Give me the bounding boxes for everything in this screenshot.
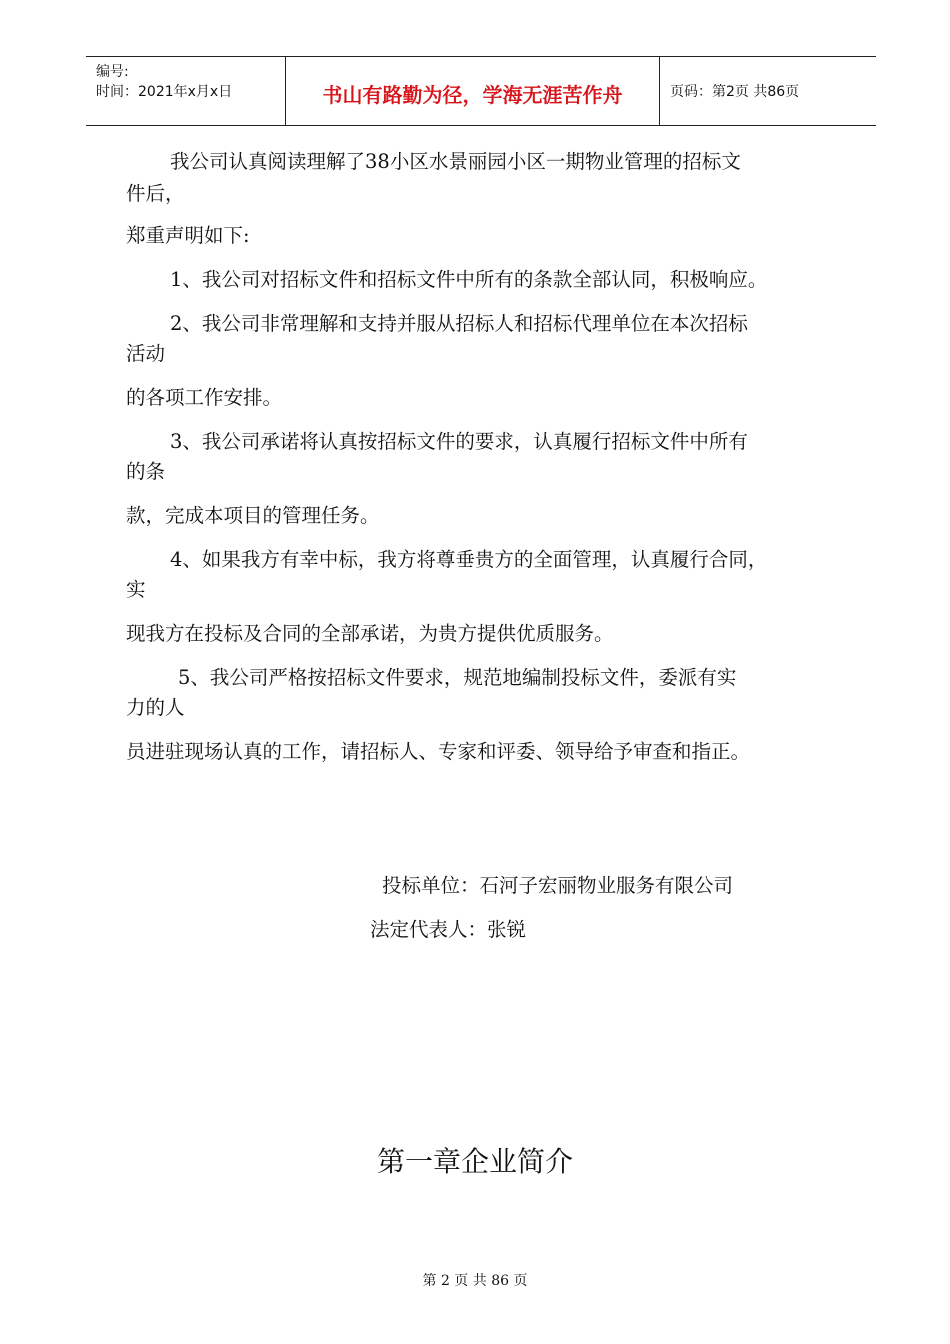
item-4-line-3: 现我方在投标及合同的全部承诺，为贵方提供优质服务。 xyxy=(126,622,614,645)
item-2-line-3: 的各项工作安排。 xyxy=(126,386,283,409)
item-5-line-2: 力的人 xyxy=(126,696,185,719)
header-meta-cell xyxy=(86,57,286,125)
item-1: 1、我公司对招标文件和招标文件中所有的条款全部认同，积极响应。 xyxy=(170,268,768,291)
item-3-line-1: 3、我公司承诺将认真按招标文件的要求，认真履行招标文件中所有 xyxy=(170,430,748,453)
number-label: 编号: xyxy=(96,64,129,80)
item-3-line-2: 的条 xyxy=(126,460,166,483)
item-2-line-1: 2、我公司非常理解和支持并服从招标人和招标代理单位在本次招标 xyxy=(170,312,748,335)
representative-line: 法定代表人：张锐 xyxy=(370,918,527,941)
header-motto-cell xyxy=(286,57,660,125)
declare-line: 郑重声明如下: xyxy=(126,224,250,247)
bidder-line: 投标单位：石河子宏丽物业服务有限公司 xyxy=(382,874,734,897)
page-info: 页码：第2页 共86页 xyxy=(670,84,800,100)
motto: 书山有路勤为径，学海无涯苦作舟 xyxy=(322,83,623,107)
item-5-line-3: 员进驻现场认真的工作，请招标人、专家和评委、领导给予审查和指正。 xyxy=(126,740,751,763)
intro-line-1: 我公司认真阅读理解了38小区水景丽园小区一期物业管理的招标文 xyxy=(170,150,741,173)
intro-line-2: 件后， xyxy=(126,182,185,205)
time-label: 时间：2021年x月x日 xyxy=(96,84,233,100)
page-header xyxy=(86,56,876,126)
item-3-line-3: 款，完成本项目的管理任务。 xyxy=(126,504,380,527)
page-footer: 第 2 页 共 86 页 xyxy=(422,1273,528,1289)
item-5-line-1: 5、我公司严格按招标文件要求，规范地编制投标文件，委派有实 xyxy=(178,666,737,689)
header-page-cell xyxy=(660,57,876,125)
item-4-line-1: 4、如果我方有幸中标，我方将尊垂贵方的全面管理，认真履行合同， xyxy=(170,548,768,571)
chapter-title: 第一章企业简介 xyxy=(376,1145,573,1178)
item-4-line-2: 实 xyxy=(126,578,146,601)
item-2-line-2: 活动 xyxy=(126,342,166,365)
